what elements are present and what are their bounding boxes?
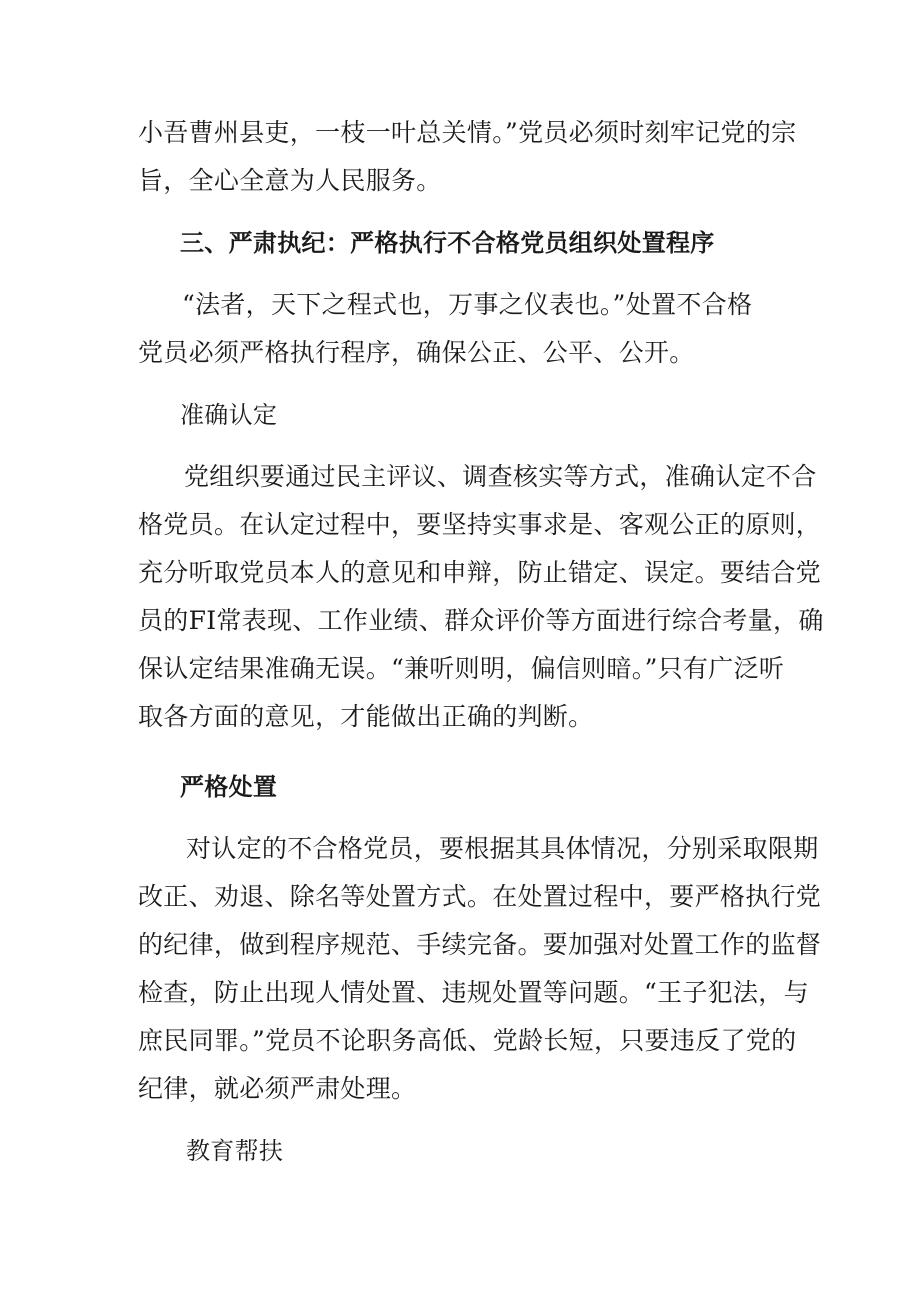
paragraph-line: 党组织要通过民主评议、调查核实等方式，准确认定不合 — [184, 462, 817, 491]
paragraph-line: 纪律，就必须严肃处理。 — [138, 1074, 417, 1103]
paragraph-line: 格党员。在认定过程中，要坚持实事求是、客观公正的原则， — [138, 510, 822, 539]
paragraph-line: 检查，防止出现人情处置、违规处置等问题。“王子犯法，与 — [138, 978, 809, 1007]
paragraph-line: 改正、劝退、除名等处置方式。在处置过程中，要严格执行党 — [138, 882, 822, 911]
section-heading: 三、严肃执纪：严格执行不合格党员组织处置程序 — [180, 229, 715, 257]
paragraph-line: 的纪律，做到程序规范、手续完备。要加强对处置工作的监督 — [138, 930, 822, 959]
paragraph-line: “法者，天下之程式也，万事之仪表也。”处置不合格 — [182, 290, 753, 319]
paragraph-line: 充分听取党员本人的意见和申辩，防止错定、误定。要结合党 — [138, 558, 822, 587]
paragraph-line: 党员必须严格执行程序，确保公正、公平、公开。 — [138, 338, 695, 367]
paragraph-line: 保认定结果准确无误。“兼听则明，偏信则暗。”只有广泛听 — [138, 654, 785, 683]
paragraph-line: 庶民同罪。”党员不论职务高低、党龄长短，只要违反了党的 — [138, 1026, 797, 1055]
paragraph-line: 对认定的不合格党员，要根据其具体情况，分别采取限期 — [186, 834, 819, 863]
paragraph-line: 小吾曹州县吏，一枝一叶总关情。”党员必须时刻牢记党的宗 — [138, 118, 797, 147]
subsection-heading: 教育帮扶 — [186, 1137, 284, 1165]
paragraph-line: 员的FI常表现、工作业绩、群众评价等方面进行综合考量，确 — [138, 606, 824, 635]
subsection-heading: 严格处置 — [180, 773, 278, 801]
paragraph-line: 旨，全心全意为人民服务。 — [138, 166, 442, 195]
paragraph-line: 取各方面的意见，才能做出正确的判断。 — [138, 702, 594, 731]
subsection-heading: 准确认定 — [180, 401, 278, 429]
